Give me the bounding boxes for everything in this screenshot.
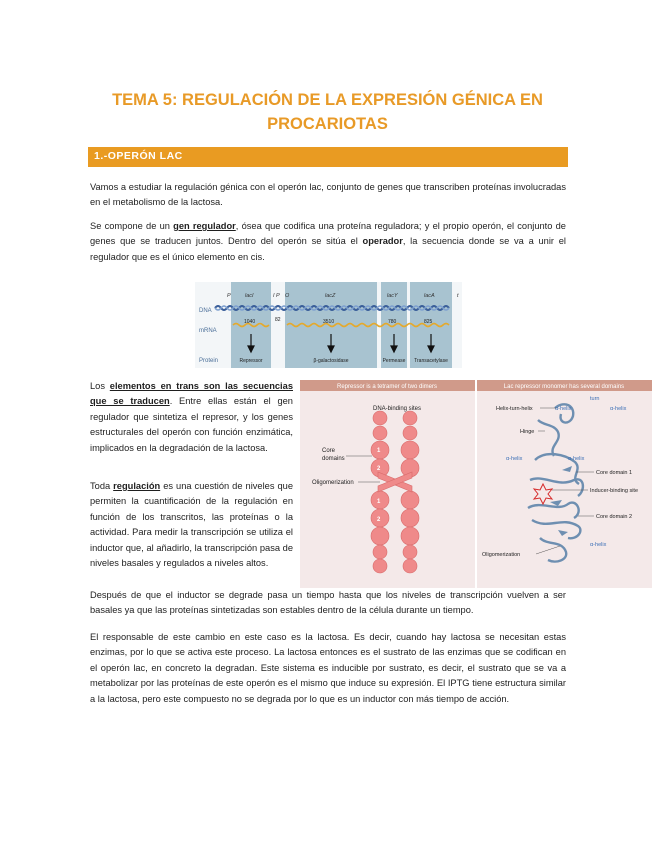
text-run: Los [90, 381, 110, 391]
left-panel-title: Repressor is a tetramer of two dimers [336, 384, 438, 390]
right-panel-title: Lac repressor monomer has several domains [503, 384, 625, 390]
dna-label: DNA [199, 308, 212, 314]
gene-ip: I P [273, 293, 280, 299]
lac-repressor-figure [300, 380, 652, 588]
length-laci: 1040 [244, 319, 256, 325]
gene-t: t [457, 293, 459, 299]
label-dna-binding-sites: DNA-binding sites [373, 406, 422, 412]
term-elementos-trans: elementos en trans son las secuencias que se traducen [90, 381, 293, 407]
document-title [60, 88, 595, 136]
label-core: Core [322, 448, 336, 454]
label-turn: turn [590, 396, 600, 402]
label-alpha-helix: α-helix [506, 456, 523, 462]
label-domains: domains [322, 456, 345, 462]
core-number: 2 [377, 517, 381, 523]
length-spacer: 82 [275, 317, 281, 323]
label-alpha-helix: α-helix [555, 406, 572, 412]
term-regulacion: regulación [113, 481, 161, 491]
title-line-1: TEMA 5: REGULACIÓN DE LA EXPRESIÓN GÉNICA EN [112, 91, 543, 109]
core-number: 2 [377, 466, 381, 472]
label-alpha-helix: α-helix [590, 542, 607, 548]
text-run: . Entre ellas están el gen regulador que sintetiza el represor, y los genes estructurales del operón con función enzimática, implicados en la degradación de la lactosa. [90, 396, 293, 453]
paragraph-regulacion [90, 479, 293, 571]
label-core-domain-2: Core domain 2 [596, 514, 633, 520]
paragraph-lactosa: El responsable de este cambio en este caso es la lactosa. Es decir, cuando hay lactosa se necesitan estas enzimas, por lo que se activa este proceso. La lactosa entonces es el sustrato de las enzimas que se codifican en el operón lac, en concreto la degradan. Este sistema es inducible por sustrato, es decir, el sustrato que se va a metabolizar por las proteínas de este operón es el mismo que induce su expresión. El IPTG tiene estructura similar a la lactosa, pero este compuesto no se degrada por lo que es un inductor con más tiempo de acción. [90, 632, 566, 704]
title-line-2: PROCARIOTAS [267, 115, 388, 133]
mrna-label: mRNA [199, 328, 217, 334]
paragraph-intro: Vamos a estudiar la regulación génica con el operón lac, conjunto de genes que transcriben proteínas involucradas en el metabolismo de la lactosa. [90, 182, 566, 208]
gene-laca: lacA [424, 293, 435, 299]
length-lacz: 3510 [323, 319, 335, 325]
text-run: es una cuestión de niveles que permiten la cuantificación de la regulación en función de los transcritos, las proteínas o la actividad. Para medir la transcripción se utiliza el inductor que, al añadirlo, la transcripción pasa de niveles basales y regulados a niveles altos. [90, 481, 293, 569]
gene-lacz: lacZ [325, 293, 336, 299]
gene-lacy: lacY [387, 293, 398, 299]
gene-o: O [285, 293, 290, 299]
paragraph-inductor-degradation: Después de que el inductor se degrade pasa un tiempo hasta que los niveles de transcripción vuelven a ser basales ya que las proteínas sintetizadas son estables dentro de la célula durante un tiempo. [90, 590, 566, 616]
label-helix-turn-helix: Helix-turn-helix [496, 406, 533, 412]
term-operador: operador [362, 236, 403, 247]
core-number: 1 [377, 448, 381, 454]
length-lacy: 780 [388, 319, 397, 325]
section-header [88, 147, 568, 167]
paragraph-components [90, 219, 566, 265]
protein-beta-galactosidase: β-galactosidase [313, 358, 349, 364]
section-title: 1.-OPERÓN LAC [94, 150, 183, 162]
label-alpha-helix: α-helix [610, 406, 627, 412]
label-alpha-helix: α-helix [568, 456, 585, 462]
label-core-domain-1: Core domain 1 [596, 470, 633, 476]
lac-operon-figure [195, 282, 462, 368]
protein-permease: Permease [382, 358, 406, 364]
text-run: , la secuencia donde se va a unir el regulador que es el único elemento en cis. [90, 236, 566, 262]
gene-laci: lacI [245, 293, 254, 299]
protein-transacetylase: Transacetylase [414, 358, 448, 364]
text-run: Toda [90, 481, 114, 491]
label-hinge: Hinge [520, 429, 535, 435]
gene-p: P [227, 293, 231, 299]
protein-label: Protein [199, 358, 219, 364]
text-run: Se compone de un [90, 221, 174, 231]
protein-repressor: Repressor [239, 358, 263, 364]
label-inducer-binding-site: Inducer-binding site [590, 488, 639, 494]
label-oligomerization: Oligomerization [312, 480, 354, 486]
text-run: , ósea que codifica una proteína reguladora; y el propio operón, el conjunto de genes que se traducen juntos. Dentro del operón se sitúa el [90, 221, 566, 247]
paragraph-trans-elements [90, 379, 293, 456]
label-oligomerization: Oligomerization [482, 552, 521, 558]
length-laca: 825 [424, 319, 433, 325]
term-gen-regulador: gen regulador [173, 221, 236, 231]
core-number: 1 [377, 499, 381, 505]
